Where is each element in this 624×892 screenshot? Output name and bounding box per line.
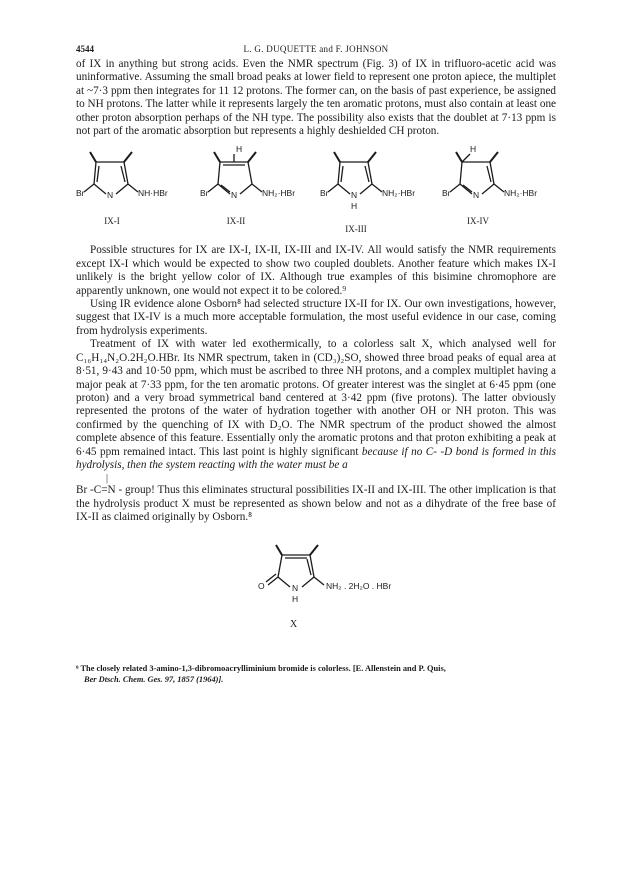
ix-iii-label: IX-III: [345, 224, 367, 235]
ix-iii-br-atom: Br: [320, 188, 329, 199]
ix-iv-br-atom: Br: [442, 188, 451, 199]
x-label: X: [290, 618, 298, 630]
footnote: [76, 663, 556, 685]
ix-iv-drawing: [442, 144, 562, 214]
structure-x: [76, 533, 556, 657]
structure-ix-iv: [442, 144, 562, 240]
ix-i-n-atom: N: [107, 190, 114, 201]
structure-ix-i: [76, 144, 196, 240]
ix-ii-drawing: [200, 144, 320, 214]
ix-i-drawing: [76, 144, 196, 214]
running-head: L. G. DUQUETTE and F. JOHNSON: [243, 44, 389, 54]
structures-row: [76, 144, 556, 240]
ix-ii-h-atom: H: [236, 144, 243, 155]
ix-ii-label: IX-II: [226, 216, 246, 227]
paragraph-hydrolysis: [76, 338, 556, 472]
ix-iv-label: IX-IV: [467, 216, 489, 227]
footnote-text: ⁹ The closely related 3-amino-1,3-dibromoacrylliminium bromide is colorless. [E. Allenstein and P. Quis,: [76, 663, 446, 673]
x-o-atom: O: [258, 580, 265, 591]
ix-iii-nh-atom: H: [351, 201, 358, 212]
hydrolysis-text: Treatment of IX with water led exothermically, to a colorless salt X, which analysed well for C₁₆H₁₄N₂O.2H₂O.HBr. Its NMR spectrum, taken in (CD₃)₂SO, showed three broad peaks of equal area at 8·51, 9·43 and 10·50 ppm, which must be ascribed to three NH protons, and a complex multiplet having a major peak at 7·33 ppm, for the ten aromatic protons. Of greater interest was the singlet at 6·45 ppm (one proton) and a very broad symmetrical band centered at 3·42 ppm (five protons). The latter obviously represented the protons of the water of hydration together with another OH or NH proton. This was confirmed by the quenching of IX with D₂O. The NMR spectrum of the product showed the almost complete absence of this feature. Essentially only the aromatic protons and that proton exhibiting a peak at 6·45 ppm remained intact. This last point is highly significant: [76, 338, 556, 458]
x-n-atom: N: [292, 582, 299, 593]
x-nh-atom: H: [292, 593, 299, 604]
ix-ii-br-atom: Br: [200, 188, 209, 199]
page-header: [76, 42, 556, 58]
bromo-imine-group: Br -C=N - group!: [76, 484, 155, 497]
paragraph-nmr-discussion: of IX in anything but strong acids. Even the NMR spectrum (Fig. 3) of IX in trifluoro-acetic acid was uninformative. Assuming the small broad peaks at lower field to represent one proton apiece, the multiplet at ~7·3 ppm then integrates for 11 12 protons. The former can, on the basis of past experience, be assigned to NH protons. The latter while it represents largely the ten aromatic protons, must also contain at least one other proton absorption perhaps of the NH type. The possibility also exists that the doublet at 7·13 ppm is not part of the aromatic absorption but represents a highly deshielded CH proton.: [76, 58, 556, 138]
ix-iii-drawing: [320, 144, 440, 214]
ix-iv-h-atom: H: [470, 144, 477, 155]
paragraph-ir-evidence: Using IR evidence alone Osborn⁸ had selected structure IX-II for IX. Our own investigations, however, suggest that IX-IV is a much more acceptable formulation, the most useful evidence in our case, coming from hydrolysis experiments.: [76, 298, 556, 337]
ix-iv-n-atom: N: [473, 190, 480, 201]
x-nh2-group: NH₂ . 2H₂O . HBr: [326, 580, 392, 591]
structure-ix-ii: [200, 144, 320, 240]
ix-iii-n-atom: N: [351, 190, 358, 201]
ix-i-nh-group: NH·HBr: [138, 188, 168, 199]
paragraph-conclusion: [76, 484, 556, 524]
footnote-citation: Ber Dtsch. Chem. Ges. 97, 1857 (1964)].: [84, 674, 224, 684]
hydrolysis-italic-text: because if no C- -D bond is formed in this hydrolysis, then the system reacting with the water must be a: [76, 445, 557, 471]
bond-marker: |: [106, 473, 109, 485]
ix-ii-n-atom: N: [231, 190, 238, 201]
ix-i-label: IX-I: [104, 216, 120, 227]
structure-ix-iii: [320, 144, 440, 240]
journal-page: [76, 42, 556, 685]
ix-iii-nh2-group: NH₂·HBr: [382, 188, 416, 199]
conclusion-text: Thus this eliminates structural possibilities IX-II and IX-III. The other implication is that the hydrolysis product X must be represented as shown below and not as a dihydrate of the free base of IX-II as claimed originally by Osborn.⁸: [76, 484, 556, 524]
ix-iv-nh2-group: NH₂·HBr: [504, 188, 538, 199]
ix-i-br-atom: Br: [76, 188, 85, 199]
paragraph-possible-structures: Possible structures for IX are IX-I, IX-II, IX-III and IX-IV. All would satisfy the NMR requirements except IX-I which would be expected to show two coupled doublets. Another feature which makes IX-I unlikely is the bright yellow color of IX. Although true examples of this bisimine chromophore are apparently unknown, one would not expect it to be colored.⁹: [76, 244, 556, 297]
ix-ii-nh2-group: NH₂·HBr: [262, 188, 296, 199]
page-number: 4544: [76, 44, 94, 54]
